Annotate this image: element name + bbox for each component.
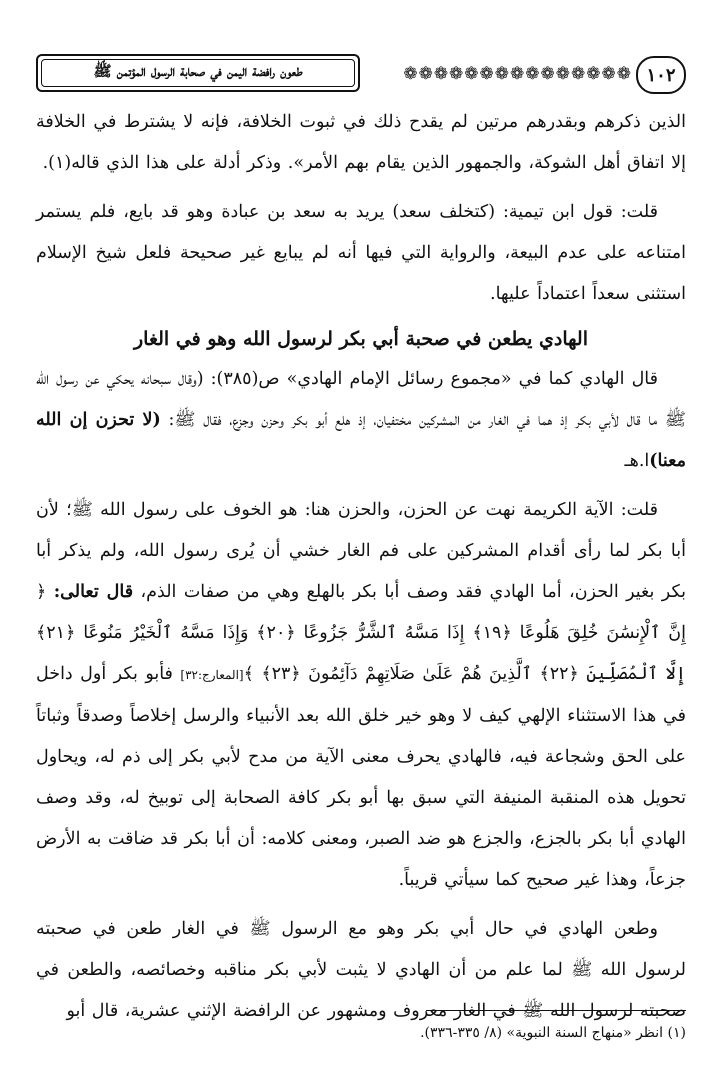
rebuttal-verse-intro: قال تعالى: (53, 582, 134, 602)
quran-reference: [المعارج:٣٢] (180, 668, 244, 682)
rebuttal-continuation: فأبو بكر أول داخل في هذا الاستثناء الإلهي كيف لا وهو خير خلق الله بعد الأنبياء والرسل إخلاصاً وصدقاً وثباتاً على الحق وشجاعة فيه، فالهادي يحرف معنى الآية من مدح لأبي بكر إلى ذم له، ويحاول تحويل هذه المنقبة المنيفة التي سبق بها أبو بكر كافة الصحابة إلى توبيخ له، وقد وصف الهادي أبا بكر بالجزع، والجزع هو ضد الصبر، ومعنى كلامه: أن أبا بكر قد ضاقت به الأرض جزعاً، وهذا غير صحيح كما سيأتي قريباً. (36, 664, 686, 890)
quran-verse: ﴿ إِنَّ ٱلْإِنسَٰنَ خُلِقَ هَلُوعًا ﴿١٩﴾ إِذَا مَسَّهُ ٱلشَّرُّ جَزُوعًا ﴿٢٠﴾ وَإِذَا مَسَّهُ ٱلْخَيْرُ مَنُوعًا ﴿٢١﴾ إِلَّا ٱلْمُصَلِّينَ ﴿٢٢﴾ ٱلَّذِينَ هُمْ عَلَىٰ صَلَاتِهِمْ دَآئِمُونَ ﴿٢٣﴾ ﴾ (36, 582, 686, 684)
page-header (36, 54, 686, 94)
footnote: (١) انظر «منهاج السنة النبوية» (٨/ ٣٣٥-٣٣٦). (420, 1025, 686, 1041)
page-body (36, 102, 686, 1032)
paragraph-rebuttal (36, 490, 686, 901)
hadi-quote-end: ا.هـ (624, 451, 650, 471)
hadi-quote-verse: (لا تحزن إن الله معنا) (36, 410, 686, 471)
paragraph-continuation: الذين ذكرهم وبقدرهم مرتين لم يقدح ذلك في ثبوت الخلافة، فإنه لا يشترط في الخلافة إلا اتفاق أهل الشوكة، والجمهور الذين يقام بهم الأمر». وذكر أدلة على هذا الذي قاله(١). (36, 112, 686, 173)
paragraph-ibn-taymiyya-comment: قلت: قول ابن تيمية: (كتخلف سعد) يريد به سعد بن عبادة وهو قد بايع، فلم يستمر امتناعه على عدم البيعة، والرواية التي فيها أنه لم يبايع غير صحيحة فلعل شيخ الإسلام استثنى سعداً اعتماداً عليها. (36, 202, 686, 304)
book-page (36, 54, 686, 1054)
header-ornament: ❁❁❁❁❁❁❁❁❁❁❁❁❁❁❁ (403, 64, 632, 84)
page-number: ١٠٢ (636, 56, 686, 94)
paragraph-cave-companionship: وطعن الهادي في حال أبي بكر وهو مع الرسول ﷺ في الغار طعن في صحبته لرسول الله ﷺ لما علم من أن الهادي لا يثبت لأبي بكر مناقبه وخصائصه، والطعن في صحبته لرسول الله ﷺ في الغار معروف ومشهور عن الرافضة الإثني عشرية، قال أبو (36, 919, 686, 1021)
hadi-quote-text: قال الهادي كما في «مجموع رسائل الإمام الهادي» ص(٣٨٥): (وقال سبحانه يحكي عن رسول الله ﷺ ما قال لأبي بكر إذ هما في الغار من المشركين مختفيان، إذ هلع أبو بكر وحزن وجزع، فقال ﷺ: (36, 369, 686, 430)
running-title: طعون رافضة اليمن في صحابة الرسول المؤتمن ﷺ (36, 54, 360, 92)
section-heading: الهادي يطعن في صحبة أبي بكر لرسول الله وهو في الغار (134, 328, 588, 350)
paragraph-hadi-quote (36, 359, 686, 482)
rebuttal-text: قلت: الآية الكريمة نهت عن الحزن، والحزن هنا: هو الخوف على رسول الله ﷺ؛ لأن أبا بكر لما رأى أقدام المشركين على فم الغار خشي أن يُرى رسول الله، ولم يذكر أبا بكر بغير الحزن، أما الهادي فقد وصف أبا بكر بالهلع وهي من صفات الذم، (36, 500, 686, 602)
footnote-separator (426, 1010, 686, 1011)
